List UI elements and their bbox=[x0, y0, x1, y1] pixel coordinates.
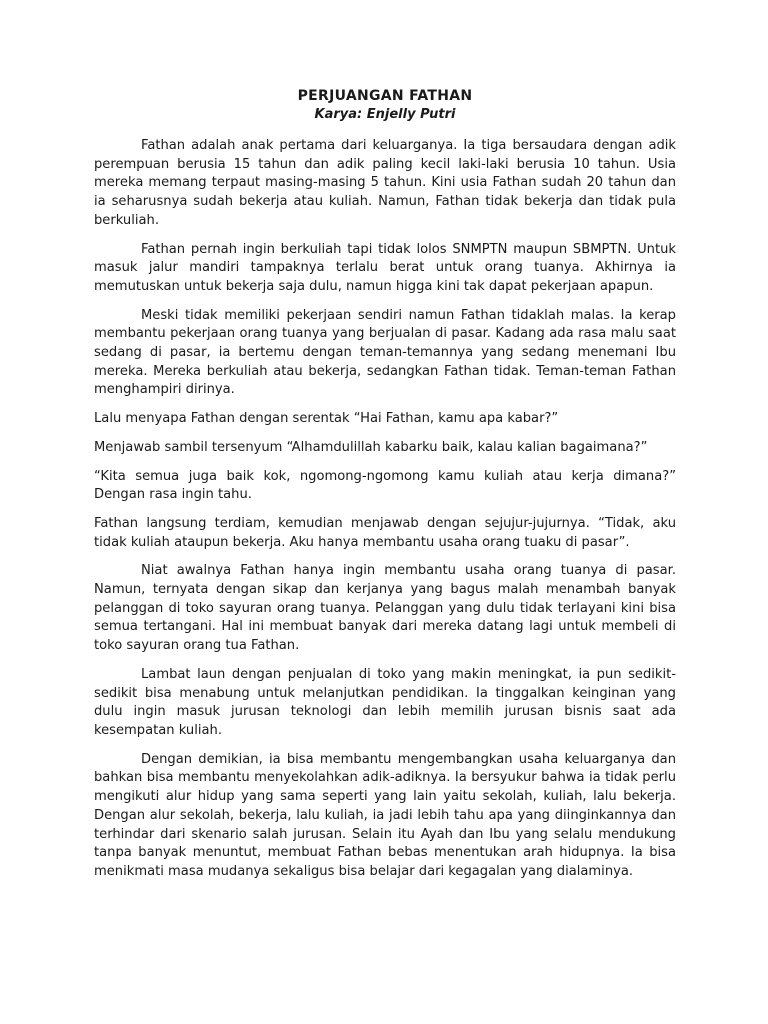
paragraph-10: Dengan demikian, ia bisa membantu mengembangkan usaha keluarganya dan bahkan bisa membantu menyekolahkan adik-adiknya. Ia bersyukur bahwa ia tidak perlu mengikuti alur hidup yang sama seperti yang lain yaitu sekolah, kuliah, lalu bekerja. Dengan alur sekolah, bekerja, lalu kuliah, ia jadi lebih tahu apa yang diinginkannya dan terhindar dari skenario salah jurusan. Selain itu Ayah dan Ibu yang selalu mendukung tanpa banyak menuntut, membuat Fathan bebas menentukan arah hidupnya. Ia bisa menikmati masa mudanya sekaligus bisa belajar dari kegagalan yang dialaminya. bbox=[94, 751, 676, 879]
paragraph-4: Lalu menyapa Fathan dengan serentak “Hai Fathan, kamu apa kabar?” bbox=[94, 411, 559, 427]
paragraph-2: Fathan pernah ingin berkuliah tapi tidak lolos SNMPTN maupun SBMPTN. Untuk masuk jalur mandiri tampaknya terlalu berat untuk orang tuanya. Akhirnya ia memutuskan untuk bekerja saja dulu, namun higga kini tak dapat pekerjaan apapun. bbox=[94, 241, 676, 294]
paragraph-6: “Kita semua juga baik kok, ngomong-ngomong kamu kuliah atau kerja dimana?” Dengan rasa ingin tahu. bbox=[94, 468, 676, 503]
paragraph-7: Fathan langsung terdiam, kemudian menjawab dengan sejujur-jujurnya. “Tidak, aku tidak kuliah ataupun bekerja. Aku hanya membantu usaha orang tuaku di pasar”. bbox=[94, 515, 676, 550]
paragraph-1: Fathan adalah anak pertama dari keluarganya. Ia tiga bersaudara dengan adik perempuan berusia 15 tahun dan adik paling kecil laki-laki berusia 10 tahun. Usia mereka memang terpaut masing-masing 5 tahun. Kini usia Fathan sudah 20 tahun dan ia seharusnya sudah bekerja atau kuliah. Namun, Fathan tidak bekerja dan tidak pula berkuliah. bbox=[94, 138, 676, 228]
document-page bbox=[94, 86, 676, 892]
paragraph-3: Meski tidak memiliki pekerjaan sendiri namun Fathan tidaklah malas. Ia kerap membantu pekerjaan orang tuanya yang berjualan di pasar. Kadang ada rasa malu saat sedang di pasar, ia bertemu dengan teman-temannya yang sedang menemani Ibu mereka. Mereka berkuliah atau bekerja, sedangkan Fathan tidak. Teman-teman Fathan menghampiri dirinya. bbox=[94, 307, 676, 398]
author-line: Karya: Enjelly Putri bbox=[314, 107, 456, 122]
document-title: PERJUANGAN FATHAN bbox=[297, 88, 473, 104]
paragraph-9: Lambat laun dengan penjualan di toko yang makin meningkat, ia pun sedikit-sedikit bisa menabung untuk melanjutkan pendidikan. Ia tinggalkan keinginan yang dulu ingin masuk jurusan teknologi dan lebih memilih jurusan bisnis saat ada kesempatan kuliah. bbox=[94, 666, 676, 738]
paragraph-5: Menjawab sambil tersenyum “Alhamdulillah kabarku baik, kalau kalian bagaimana?” bbox=[94, 439, 648, 455]
paragraph-8: Niat awalnya Fathan hanya ingin membantu usaha orang tuanya di pasar. Namun, ternyata dengan sikap dan kerjanya yang bagus malah menambah banyak pelanggan di toko sayuran orang tuanya. Pelanggan yang dulu tidak terlayani kini bisa semua tertangani. Hal ini membuat banyak dari mereka datang lagi untuk membeli di toko sayuran orang tua Fathan. bbox=[94, 563, 676, 654]
